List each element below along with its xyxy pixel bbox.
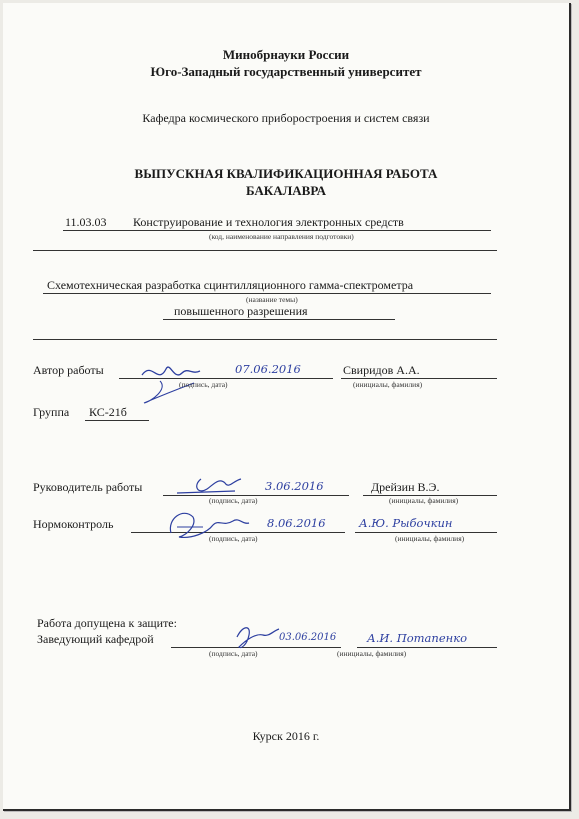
author-name-caption: (инициалы, фамилия) bbox=[353, 380, 423, 389]
supervisor-sign-caption: (подпись, дата) bbox=[209, 496, 258, 505]
work-title: ВЫПУСКНАЯ КВАЛИФИКАЦИОННАЯ РАБОТА bbox=[134, 166, 438, 181]
supervisor-name: Дрейзин В.Э. bbox=[371, 480, 440, 494]
supervisor-date: 3.06.2016 bbox=[265, 479, 324, 493]
topic-line-2: повышенного разрешения bbox=[174, 304, 308, 318]
author-sign-caption: (подпись, дата) bbox=[179, 380, 228, 389]
normcontrol-label: Нормоконтроль bbox=[33, 517, 114, 531]
admission-name-line bbox=[357, 647, 497, 648]
topic-line-1: Схемотехническая разработка сцинтилляционного гамма-спектрометра bbox=[47, 278, 414, 292]
author-name: Свиридов А.А. bbox=[343, 363, 420, 377]
normcontrol-name: А.Ю. Рыбочкин bbox=[359, 516, 453, 530]
direction-underline bbox=[63, 230, 491, 231]
direction-extra-line bbox=[33, 250, 497, 251]
direction-code: 11.03.03 bbox=[65, 215, 107, 229]
admission-text: Работа допущена к защите: bbox=[37, 616, 177, 630]
city-year: Курск 2016 г. bbox=[252, 729, 320, 743]
author-date: 07.06.2016 bbox=[235, 362, 301, 376]
topic-extra-line bbox=[33, 339, 497, 340]
ministry-name: Минобрнауки России bbox=[222, 47, 350, 62]
group-underline bbox=[85, 420, 149, 421]
normcontrol-date: 8.06.2016 bbox=[267, 516, 326, 530]
topic-underline-2 bbox=[163, 319, 395, 320]
topic-caption: (название темы) bbox=[246, 295, 298, 304]
supervisor-name-caption: (инициалы, фамилия) bbox=[389, 496, 459, 505]
admission-name-caption: (инициалы, фамилия) bbox=[337, 649, 407, 658]
normcontrol-name-line bbox=[355, 532, 497, 533]
normcontrol-name-caption: (инициалы, фамилия) bbox=[395, 534, 465, 543]
admission-sign-caption: (подпись, дата) bbox=[209, 649, 258, 658]
direction-caption: (код, наименование направления подготовки) bbox=[209, 232, 354, 241]
department-name: Кафедра космического приборостроения и систем связи bbox=[142, 111, 430, 125]
author-name-line bbox=[341, 378, 497, 379]
direction-name: Конструирование и технология электронных средств bbox=[133, 215, 404, 229]
admission-name: А.И. Потапенко bbox=[367, 631, 467, 645]
head-of-department-label: Заведующий кафедрой bbox=[37, 632, 154, 646]
group-label: Группа bbox=[33, 405, 70, 419]
normcontrol-sign-caption: (подпись, дата) bbox=[209, 534, 258, 543]
group-value: КС-21б bbox=[89, 405, 127, 419]
admission-date: 03.06.2016 bbox=[279, 632, 337, 643]
author-label: Автор работы bbox=[33, 363, 104, 377]
university-name: Юго-Западный государственный университет bbox=[150, 64, 422, 79]
document-page bbox=[3, 3, 571, 811]
work-degree: БАКАЛАВРА bbox=[245, 183, 327, 198]
supervisor-label: Руководитель работы bbox=[33, 480, 143, 494]
topic-underline-1 bbox=[43, 293, 491, 294]
